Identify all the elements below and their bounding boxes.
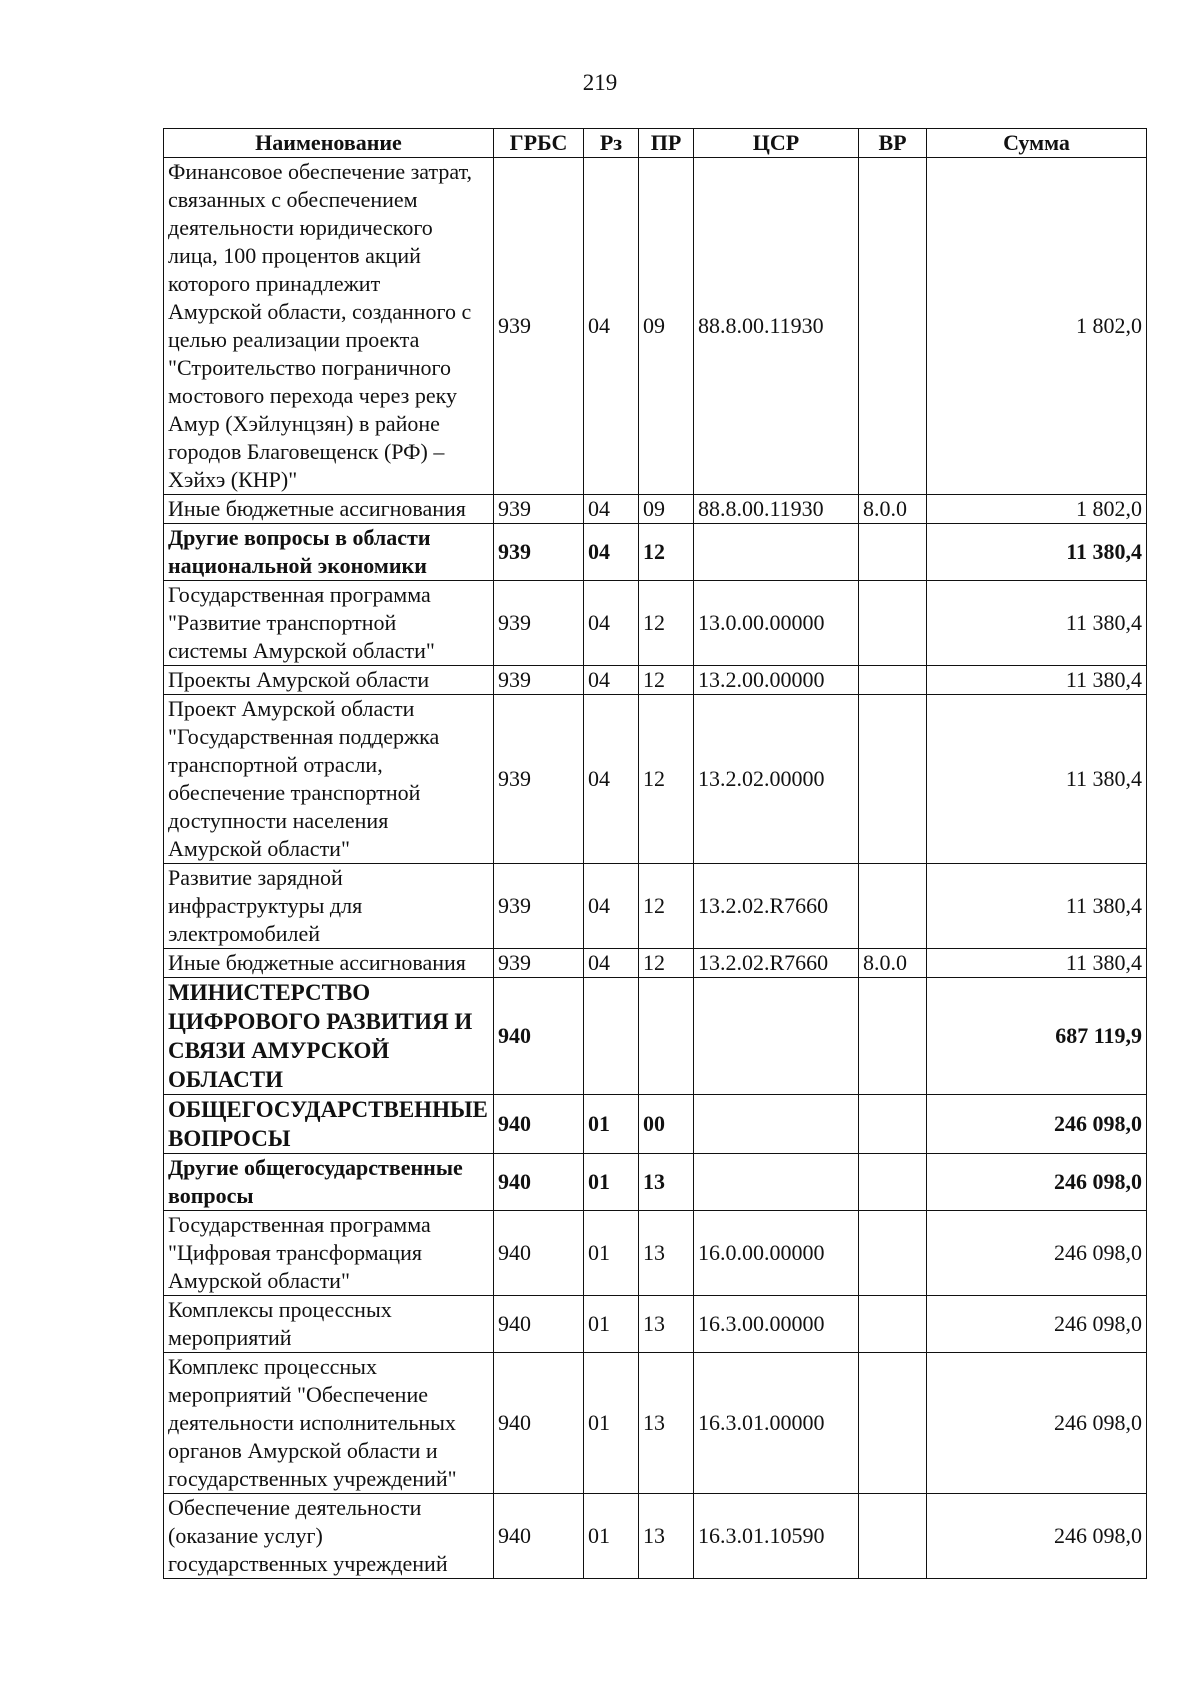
row-pr xyxy=(639,978,694,1095)
row-rz xyxy=(584,978,639,1095)
row-pr: 13 xyxy=(639,1494,694,1579)
table-row xyxy=(164,949,1147,978)
row-rz: 01 xyxy=(584,1296,639,1353)
row-grbs: 940 xyxy=(494,1211,584,1296)
table-row xyxy=(164,666,1147,695)
row-pr: 13 xyxy=(639,1154,694,1211)
table-row xyxy=(164,1095,1147,1154)
row-grbs: 939 xyxy=(494,581,584,666)
row-sum: 11 380,4 xyxy=(927,581,1147,666)
row-grbs: 939 xyxy=(494,864,584,949)
row-rz: 04 xyxy=(584,158,639,495)
table-row xyxy=(164,581,1147,666)
header-vr: ВР xyxy=(859,129,927,158)
table-row xyxy=(164,495,1147,524)
row-rz: 04 xyxy=(584,524,639,581)
row-csr: 13.2.00.00000 xyxy=(694,666,859,695)
row-sum: 246 098,0 xyxy=(927,1095,1147,1154)
row-csr: 88.8.00.11930 xyxy=(694,495,859,524)
row-grbs: 939 xyxy=(494,949,584,978)
row-rz: 04 xyxy=(584,695,639,864)
row-name: Комплекс процессных мероприятий "Обеспечение деятельности исполнительных органов Амурской области и государственных учреждений" xyxy=(164,1353,494,1494)
row-rz: 01 xyxy=(584,1154,639,1211)
row-csr: 13.2.02.R7660 xyxy=(694,949,859,978)
row-vr xyxy=(859,695,927,864)
row-grbs: 940 xyxy=(494,978,584,1095)
row-csr xyxy=(694,978,859,1095)
row-pr: 12 xyxy=(639,581,694,666)
row-sum: 687 119,9 xyxy=(927,978,1147,1095)
row-vr xyxy=(859,1154,927,1211)
row-vr xyxy=(859,1296,927,1353)
row-pr: 12 xyxy=(639,864,694,949)
row-vr xyxy=(859,581,927,666)
row-vr xyxy=(859,1353,927,1494)
row-csr: 13.0.00.00000 xyxy=(694,581,859,666)
row-sum: 246 098,0 xyxy=(927,1296,1147,1353)
row-csr: 16.0.00.00000 xyxy=(694,1211,859,1296)
row-csr: 88.8.00.11930 xyxy=(694,158,859,495)
row-pr: 00 xyxy=(639,1095,694,1154)
row-pr: 13 xyxy=(639,1296,694,1353)
row-grbs: 940 xyxy=(494,1154,584,1211)
row-name: Иные бюджетные ассигнования xyxy=(164,495,494,524)
row-csr: 16.3.01.10590 xyxy=(694,1494,859,1579)
row-grbs: 940 xyxy=(494,1494,584,1579)
row-vr xyxy=(859,158,927,495)
header-sum: Сумма xyxy=(927,129,1147,158)
budget-table xyxy=(163,128,1147,1579)
row-rz: 04 xyxy=(584,581,639,666)
row-vr xyxy=(859,666,927,695)
row-sum: 11 380,4 xyxy=(927,524,1147,581)
header-pr: ПР xyxy=(639,129,694,158)
row-sum: 246 098,0 xyxy=(927,1353,1147,1494)
row-name: ОБЩЕГОСУДАРСТВЕННЫЕ ВОПРОСЫ xyxy=(164,1095,494,1154)
table-row xyxy=(164,978,1147,1095)
row-rz: 01 xyxy=(584,1211,639,1296)
row-name: Государственная программа "Цифровая трансформация Амурской области" xyxy=(164,1211,494,1296)
row-name: Иные бюджетные ассигнования xyxy=(164,949,494,978)
row-pr: 12 xyxy=(639,666,694,695)
table-row xyxy=(164,695,1147,864)
table-row xyxy=(164,1494,1147,1579)
row-csr: 13.2.02.00000 xyxy=(694,695,859,864)
row-vr: 8.0.0 xyxy=(859,949,927,978)
row-grbs: 939 xyxy=(494,524,584,581)
row-pr: 12 xyxy=(639,524,694,581)
row-csr: 13.2.02.R7660 xyxy=(694,864,859,949)
table-header-row xyxy=(164,129,1147,158)
row-name: Проекты Амурской области xyxy=(164,666,494,695)
row-name: Комплексы процессных мероприятий xyxy=(164,1296,494,1353)
row-vr: 8.0.0 xyxy=(859,495,927,524)
row-name: МИНИСТЕРСТВО ЦИФРОВОГО РАЗВИТИЯ И СВЯЗИ АМУРСКОЙ ОБЛАСТИ xyxy=(164,978,494,1095)
row-csr: 16.3.00.00000 xyxy=(694,1296,859,1353)
table-row xyxy=(164,1154,1147,1211)
row-grbs: 939 xyxy=(494,695,584,864)
row-pr: 12 xyxy=(639,949,694,978)
row-rz: 04 xyxy=(584,864,639,949)
row-csr xyxy=(694,524,859,581)
row-name: Развитие зарядной инфраструктуры для электромобилей xyxy=(164,864,494,949)
header-csr: ЦСР xyxy=(694,129,859,158)
header-rz: Рз xyxy=(584,129,639,158)
table-row xyxy=(164,1353,1147,1494)
row-sum: 11 380,4 xyxy=(927,666,1147,695)
row-vr xyxy=(859,864,927,949)
row-pr: 13 xyxy=(639,1211,694,1296)
row-rz: 01 xyxy=(584,1494,639,1579)
row-pr: 09 xyxy=(639,158,694,495)
table-row xyxy=(164,524,1147,581)
header-grbs: ГРБС xyxy=(494,129,584,158)
row-name: Проект Амурской области "Государственная поддержка транспортной отрасли, обеспечение транспортной доступности населения Амурской области" xyxy=(164,695,494,864)
row-sum: 246 098,0 xyxy=(927,1154,1147,1211)
row-vr xyxy=(859,1211,927,1296)
row-grbs: 940 xyxy=(494,1353,584,1494)
row-grbs: 940 xyxy=(494,1296,584,1353)
table-row xyxy=(164,158,1147,495)
table-row xyxy=(164,864,1147,949)
row-vr xyxy=(859,978,927,1095)
row-name: Обеспечение деятельности (оказание услуг) государственных учреждений xyxy=(164,1494,494,1579)
row-grbs: 939 xyxy=(494,158,584,495)
row-sum: 11 380,4 xyxy=(927,864,1147,949)
row-csr: 16.3.01.00000 xyxy=(694,1353,859,1494)
row-rz: 01 xyxy=(584,1095,639,1154)
row-rz: 01 xyxy=(584,1353,639,1494)
row-sum: 1 802,0 xyxy=(927,495,1147,524)
row-rz: 04 xyxy=(584,495,639,524)
row-grbs: 939 xyxy=(494,495,584,524)
table-row xyxy=(164,1296,1147,1353)
row-sum: 246 098,0 xyxy=(927,1494,1147,1579)
page-number: 219 xyxy=(582,70,618,95)
row-sum: 246 098,0 xyxy=(927,1211,1147,1296)
header-name: Наименование xyxy=(164,129,494,158)
table-row xyxy=(164,1211,1147,1296)
row-grbs: 939 xyxy=(494,666,584,695)
row-vr xyxy=(859,1095,927,1154)
row-vr xyxy=(859,524,927,581)
row-pr: 12 xyxy=(639,695,694,864)
row-vr xyxy=(859,1494,927,1579)
row-name: Финансовое обеспечение затрат, связанных с обеспечением деятельности юридического лица, 100 процентов акций которого принадлежит Амурской области, созданного с целью реализации проекта "Строительство пограничного мостового перехода через реку Амур (Хэйлунцзян) в районе городов Благовещенск (РФ) – Хэйхэ (КНР)" xyxy=(164,158,494,495)
row-pr: 09 xyxy=(639,495,694,524)
row-csr xyxy=(694,1095,859,1154)
row-sum: 11 380,4 xyxy=(927,695,1147,864)
row-rz: 04 xyxy=(584,949,639,978)
row-name: Государственная программа "Развитие транспортной системы Амурской области" xyxy=(164,581,494,666)
row-grbs: 940 xyxy=(494,1095,584,1154)
row-name: Другие вопросы в области национальной экономики xyxy=(164,524,494,581)
row-sum: 11 380,4 xyxy=(927,949,1147,978)
row-csr xyxy=(694,1154,859,1211)
row-sum: 1 802,0 xyxy=(927,158,1147,495)
row-name: Другие общегосударственные вопросы xyxy=(164,1154,494,1211)
row-pr: 13 xyxy=(639,1353,694,1494)
row-rz: 04 xyxy=(584,666,639,695)
